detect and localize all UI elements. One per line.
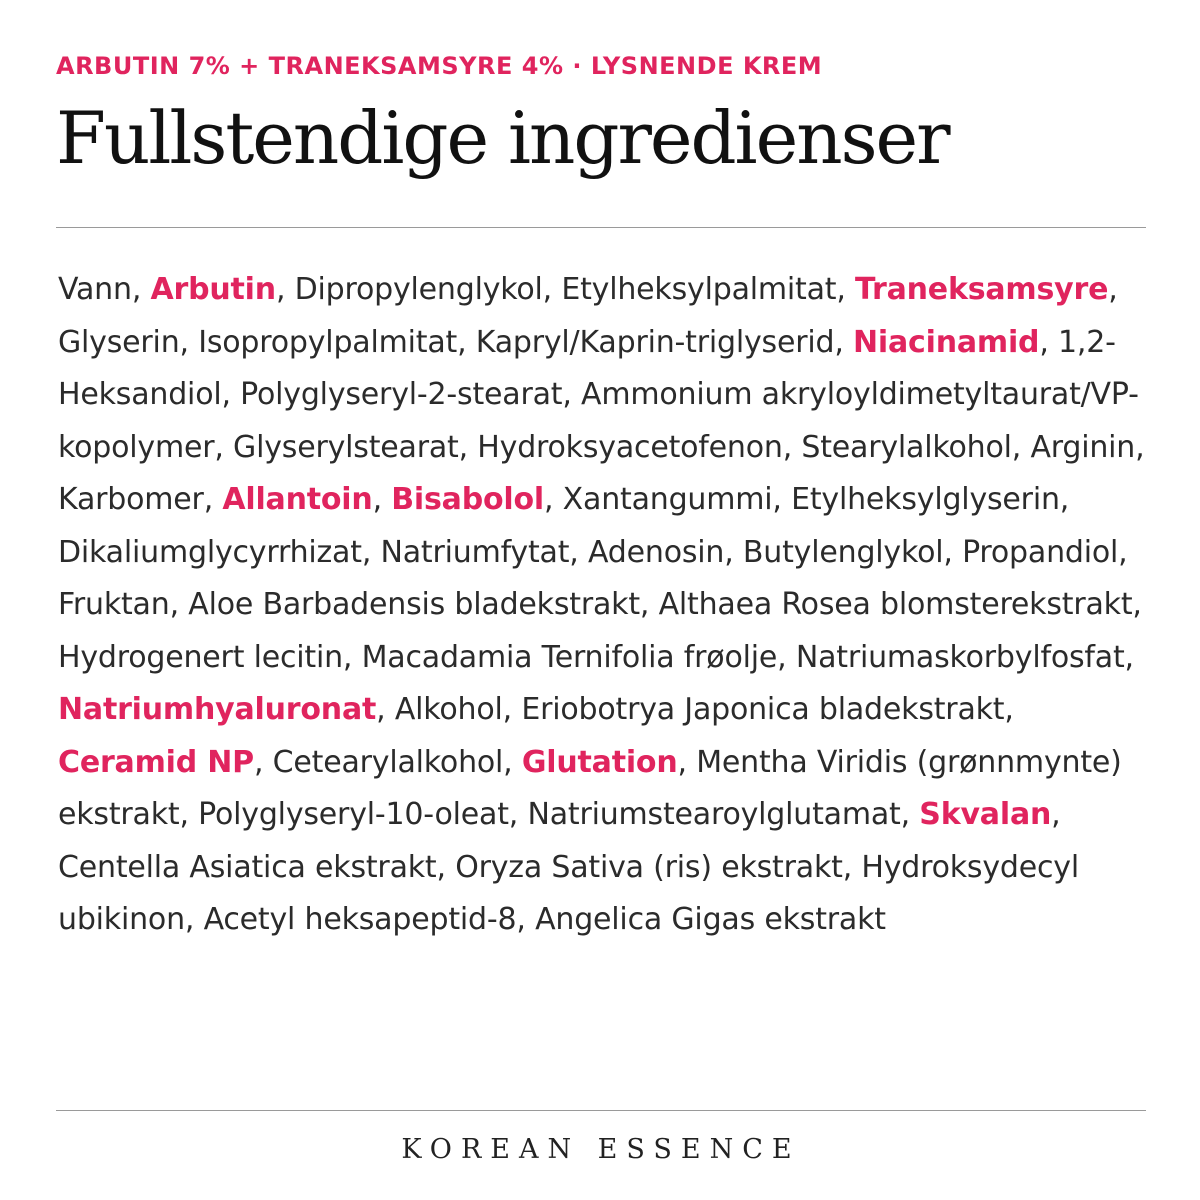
ingredient-highlight: Ceramid NP (58, 744, 254, 780)
ingredient: Ammonium akryloyldimetyltaurat/VP-kopolymer (58, 377, 1139, 465)
ingredient: Glyserylstearat (233, 429, 459, 465)
ingredient: Polyglyseryl-10-oleat (198, 797, 509, 832)
ingredient: Hydrogenert lecitin (58, 639, 343, 675)
ingredient: Angelica Gigas ekstrakt (535, 902, 886, 937)
top-divider (56, 227, 1146, 228)
ingredient: 1,2-Heksandiol (58, 324, 1116, 412)
ingredient-card (56, 0, 1146, 1200)
ingredient-highlight: Arbutin (150, 272, 276, 307)
product-subtitle: ARBUTIN 7% + TRANEKSAMSYRE 4% · LYSNENDE KREM (56, 52, 823, 80)
bottom-divider (56, 1110, 1146, 1111)
ingredient: Hydroksyacetofenon (477, 429, 783, 465)
ingredient: Butylenglykol (742, 534, 944, 570)
ingredient: Hydroksydecyl ubikinon (58, 849, 1079, 937)
ingredient-highlight: Niacinamid (853, 324, 1040, 360)
ingredient: Propandiol (962, 534, 1119, 570)
ingredient-list: Vann, Arbutin, Dipropylenglykol, Etylheksylpalmitat, Traneksamsyre, Glyserin, Isopropylpalmitat, Kapryl/Kaprin-triglyserid, Niacinamid, 1,2-Heksandiol, Polyglyseryl-2-stearat, Ammonium akryloyldimetyltaurat/VP-kopolymer, Glyserylstearat, Hydroksyacetofenon, Stearylalkohol, Arginin, Karbomer, Allantoin, Bisabolol, Xantangummi, Etylheksylglyserin, Dikaliumglycyrrhizat, Natriumfytat, Adenosin, Butylenglykol, Propandiol, Fruktan, Aloe Barbadensis bladekstrakt, Althaea Rosea blomsterekstrakt, Hydrogenert lecitin, Macadamia Ternifolia frøolje, Natriumaskorbylfosfat, Natriumhyaluronat, Alkohol, Eriobotrya Japonica bladekstrakt, Ceramid NP, Cetearylalkohol, Glutation, Mentha Viridis (grønnmynte) ekstrakt, Polyglyseryl-10-oleat, Natriumstearoylglutamat, Skvalan, Centella Asiatica ekstrakt, Oryza Sativa (ris) ekstrakt, Hydroksydecyl ubikinon, Acetyl heksapeptid-8, Angelica Gigas ekstrakt (58, 272, 1145, 937)
ingredient-highlight: Natriumhyaluronat (58, 692, 377, 727)
ingredient-highlight: Glutation (521, 744, 678, 780)
ingredient: Eriobotrya Japonica bladekstrakt (521, 692, 1005, 727)
ingredient-highlight: Allantoin (222, 482, 373, 517)
ingredient: Dikaliumglycyrrhizat (58, 534, 362, 570)
ingredient: Arginin (1030, 429, 1136, 465)
ingredient: Mentha Viridis (grønnmynte) ekstrakt (58, 744, 1122, 832)
ingredient-highlight: Bisabolol (391, 482, 544, 517)
ingredient: Oryza Sativa (ris) ekstrakt (455, 849, 843, 885)
ingredient: Adenosin (587, 534, 725, 570)
ingredient: Macadamia Ternifolia frøolje (361, 639, 778, 675)
ingredient: Alkohol (394, 692, 503, 727)
ingredient: Acetyl heksapeptid-8 (203, 902, 517, 937)
page-title: Fullstendige ingredienser (56, 96, 949, 180)
ingredient: Cetearylalkohol (272, 744, 504, 780)
brand-name: KOREAN ESSENCE (401, 1134, 801, 1165)
ingredient-highlight: Traneksamsyre (855, 272, 1109, 307)
ingredient: Karbomer (58, 482, 204, 517)
ingredient: Fruktan (58, 587, 170, 622)
ingredient: Glyserin (58, 324, 180, 360)
ingredient: Kapryl/Kaprin-triglyserid (475, 324, 835, 360)
ingredient-highlight: Skvalan (919, 797, 1052, 832)
ingredient: Etylheksylglyserin (791, 482, 1060, 517)
ingredient: Vann (58, 272, 132, 307)
ingredient: Stearylalkohol (801, 429, 1012, 465)
ingredient: Etylheksylpalmitat (561, 272, 837, 307)
ingredient: Natriumfytat (380, 534, 570, 570)
ingredient: Isopropylpalmitat (198, 324, 458, 360)
ingredient: Natriumaskorbylfosfat (795, 639, 1125, 675)
ingredient: Aloe Barbadensis bladekstrakt (188, 587, 640, 622)
ingredient: Dipropylenglykol (294, 272, 543, 307)
ingredient: Natriumstearoylglutamat (527, 797, 901, 832)
ingredient: Xantangummi (562, 482, 773, 517)
ingredient: Polyglyseryl-2-stearat (240, 377, 563, 412)
ingredient: Althaea Rosea blomsterekstrakt (658, 587, 1133, 622)
ingredient: Centella Asiatica ekstrakt (58, 849, 437, 885)
